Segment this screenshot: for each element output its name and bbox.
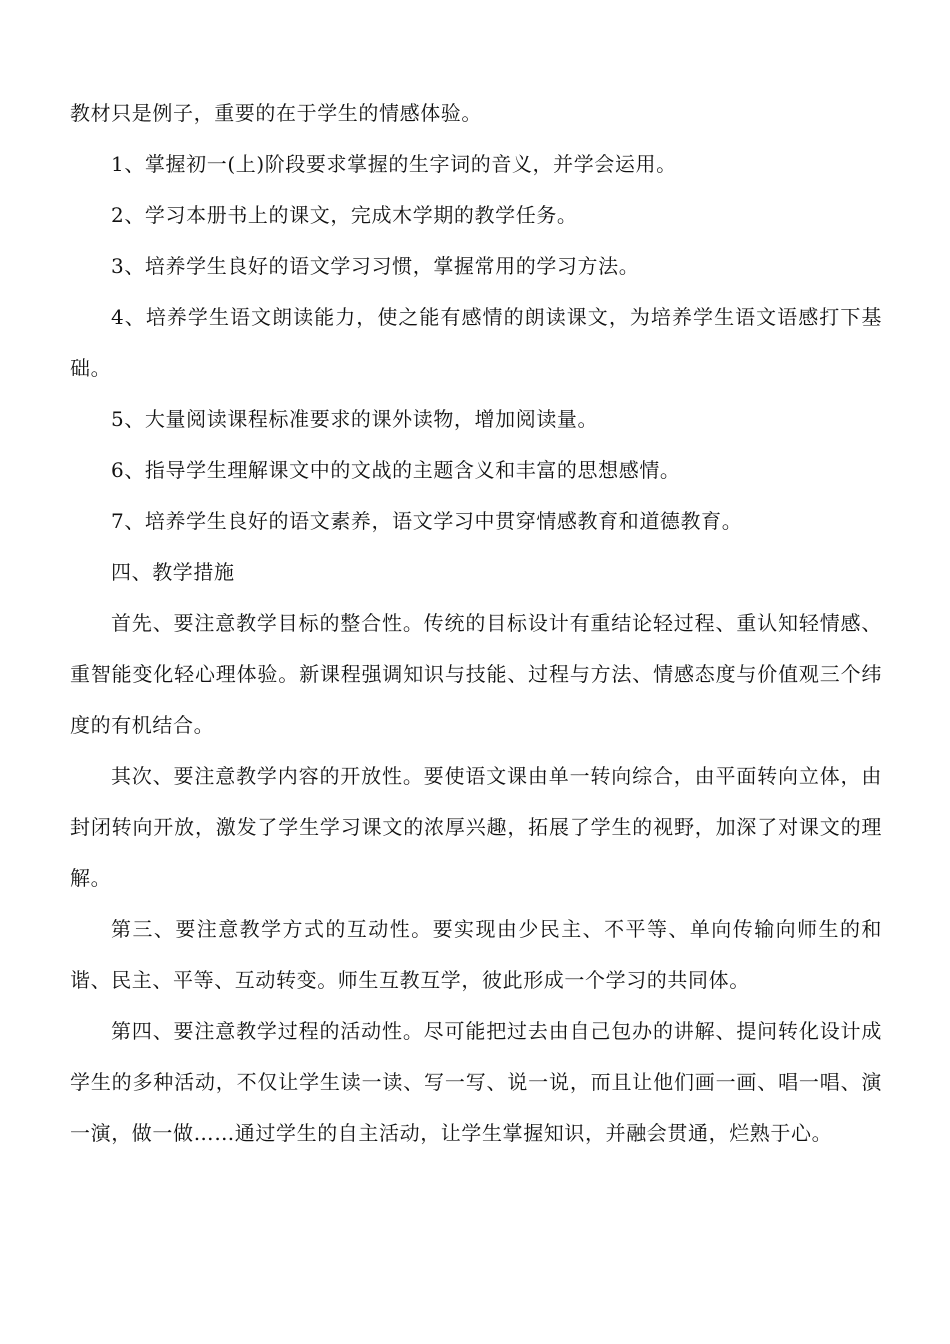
- goal-item-7: 7、培养学生良好的语文素养，语文学习中贯穿情感教育和道德教育。: [111, 509, 743, 533]
- measure-paragraph-3: 第三、要注意教学方式的互动性。要实现由少民主、不平等、单向传输向师生的和谐、民主、平等、互动转变。师生互教互学，彼此形成一个学习的共同体。: [70, 917, 882, 992]
- measure-paragraph-2: 其次、要注意教学内容的开放性。要使语文课由单一转向综合，由平面转向立体，由封闭转向开放，激发了学生学习课文的浓厚兴趣，拓展了学生的视野，加深了对课文的理解。: [70, 764, 882, 890]
- measure-paragraph-4: 第四、要注意教学过程的活动性。尽可能把过去由自己包办的讲解、提问转化设计成学生的多种活动，不仅让学生读一读、写一写、说一说，而且让他们画一画、唱一唱、演一演，做一做……通过学生的自主活动，让学生掌握知识，并融会贯通，烂熟于心。: [70, 1019, 882, 1145]
- goal-item-5: 5、大量阅读课程标准要求的课外读物，增加阅读量。: [111, 407, 599, 431]
- section-heading: 四、教学措施: [111, 560, 235, 584]
- document-body: [70, 88, 882, 1159]
- goal-item-1: 1、掌握初一(上)阶段要求掌握的生字词的音义，并学会运用。: [111, 152, 677, 176]
- paragraph-intro: 教材只是例子，重要的在于学生的情感体验。: [70, 101, 482, 125]
- measure-paragraph-1: 首先、要注意教学目标的整合性。传统的目标设计有重结论轻过程、重认知轻情感、重智能变化轻心理体验。新课程强调知识与技能、过程与方法、情感态度与价值观三个纬度的有机结合。: [70, 611, 882, 737]
- goal-item-6: 6、指导学生理解课文中的文战的主题含义和丰富的思想感情。: [111, 458, 681, 482]
- goal-item-4: 4、培养学生语文朗读能力，使之能有感情的朗读课文，为培养学生语文语感打下基础。: [70, 305, 882, 380]
- goal-item-2: 2、学习本册书上的课文，完成木学期的教学任务。: [111, 203, 578, 227]
- goal-item-3: 3、培养学生良好的语文学习习惯，掌握常用的学习方法。: [111, 254, 640, 278]
